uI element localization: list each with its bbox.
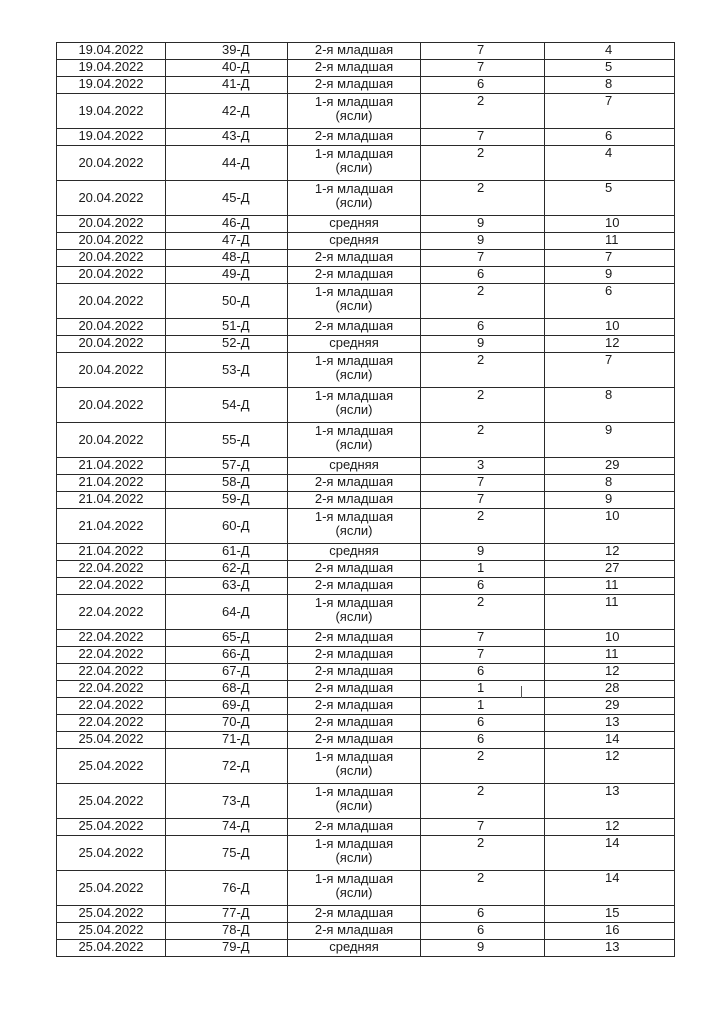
count-cell: 9 [421, 336, 545, 353]
table-row [57, 319, 675, 336]
document-number-cell: 55-Д [166, 423, 288, 458]
count-cell: 7 [421, 647, 545, 664]
document-number-cell: 43-Д [166, 129, 288, 146]
group-label: (ясли) [335, 160, 373, 175]
document-number-cell: 67-Д [166, 664, 288, 681]
date-cell: 25.04.2022 [57, 923, 166, 940]
table-row [57, 819, 675, 836]
group-label: 2-я младшая [314, 249, 394, 264]
pen-mark [521, 686, 522, 698]
count-cell: 6 [421, 319, 545, 336]
group-cell [288, 595, 421, 630]
count-cell: 1 [421, 681, 545, 698]
table-row [57, 940, 675, 957]
group-label: 1-я младшая [314, 871, 394, 886]
table-row [57, 250, 675, 267]
table-row [57, 509, 675, 544]
group-label: средняя [329, 939, 379, 954]
group-label: 1-я младшая [314, 509, 394, 524]
group-label: 2-я младшая [314, 697, 394, 712]
date-cell: 19.04.2022 [57, 94, 166, 129]
number-cell: 5 [545, 181, 675, 216]
document-number-cell: 69-Д [166, 698, 288, 715]
group-label: 1-я младшая [314, 423, 394, 438]
number-cell: 6 [545, 284, 675, 319]
document-number-cell: 62-Д [166, 561, 288, 578]
table-row [57, 423, 675, 458]
number-cell: 9 [545, 267, 675, 284]
date-cell: 19.04.2022 [57, 77, 166, 94]
number-cell: 14 [545, 871, 675, 906]
group-label: 2-я младшая [314, 818, 394, 833]
group-cell [288, 284, 421, 319]
number-cell: 10 [545, 509, 675, 544]
document-number-cell: 40-Д [166, 60, 288, 77]
group-cell [288, 423, 421, 458]
group-cell [288, 923, 421, 940]
group-cell [288, 630, 421, 647]
document-number-cell: 47-Д [166, 233, 288, 250]
group-label: 1-я младшая [314, 284, 394, 299]
table-row [57, 630, 675, 647]
table-row [57, 284, 675, 319]
table-row [57, 664, 675, 681]
date-cell: 22.04.2022 [57, 630, 166, 647]
date-cell: 25.04.2022 [57, 906, 166, 923]
group-cell [288, 129, 421, 146]
group-label: (ясли) [335, 402, 373, 417]
date-cell: 25.04.2022 [57, 871, 166, 906]
number-cell: 7 [545, 250, 675, 267]
count-cell: 9 [421, 233, 545, 250]
date-cell: 25.04.2022 [57, 836, 166, 871]
table-row [57, 43, 675, 60]
number-cell: 8 [545, 77, 675, 94]
number-cell: 11 [545, 233, 675, 250]
document-number-cell: 58-Д [166, 475, 288, 492]
count-cell: 2 [421, 836, 545, 871]
date-cell: 22.04.2022 [57, 715, 166, 732]
date-cell: 22.04.2022 [57, 595, 166, 630]
table-row [57, 836, 675, 871]
number-cell: 7 [545, 94, 675, 129]
count-cell: 6 [421, 923, 545, 940]
count-cell: 9 [421, 940, 545, 957]
group-label: 1-я младшая [314, 836, 394, 851]
number-cell: 14 [545, 732, 675, 749]
date-cell: 21.04.2022 [57, 509, 166, 544]
group-cell [288, 906, 421, 923]
document-number-cell: 75-Д [166, 836, 288, 871]
number-cell: 10 [545, 319, 675, 336]
group-cell [288, 715, 421, 732]
date-cell: 21.04.2022 [57, 458, 166, 475]
group-label: (ясли) [335, 763, 373, 778]
group-label: 1-я младшая [314, 749, 394, 764]
table-row [57, 871, 675, 906]
date-cell: 19.04.2022 [57, 129, 166, 146]
date-cell: 22.04.2022 [57, 647, 166, 664]
group-label: 2-я младшая [314, 680, 394, 695]
number-cell: 12 [545, 336, 675, 353]
document-number-cell: 76-Д [166, 871, 288, 906]
table-row [57, 578, 675, 595]
table-row [57, 698, 675, 715]
table-row [57, 784, 675, 819]
group-cell [288, 94, 421, 129]
date-cell: 20.04.2022 [57, 336, 166, 353]
date-cell: 21.04.2022 [57, 544, 166, 561]
document-number-cell: 79-Д [166, 940, 288, 957]
date-cell: 20.04.2022 [57, 423, 166, 458]
count-cell: 2 [421, 784, 545, 819]
date-cell: 25.04.2022 [57, 732, 166, 749]
group-cell [288, 216, 421, 233]
table-row [57, 732, 675, 749]
document-number-cell: 45-Д [166, 181, 288, 216]
document-number-cell: 71-Д [166, 732, 288, 749]
document-number-cell: 42-Д [166, 94, 288, 129]
date-cell: 19.04.2022 [57, 43, 166, 60]
number-cell: 29 [545, 698, 675, 715]
number-cell: 13 [545, 784, 675, 819]
date-cell: 25.04.2022 [57, 749, 166, 784]
number-cell: 28 [545, 681, 675, 698]
table-row [57, 715, 675, 732]
count-cell: 2 [421, 181, 545, 216]
table-row [57, 681, 675, 698]
group-label: 2-я младшая [314, 714, 394, 729]
group-label: (ясли) [335, 437, 373, 452]
group-label: (ясли) [335, 850, 373, 865]
table-row [57, 647, 675, 664]
number-cell: 11 [545, 595, 675, 630]
group-cell [288, 181, 421, 216]
date-cell: 20.04.2022 [57, 216, 166, 233]
date-cell: 25.04.2022 [57, 784, 166, 819]
group-cell [288, 267, 421, 284]
group-label: 2-я младшая [314, 266, 394, 281]
document-number-cell: 44-Д [166, 146, 288, 181]
group-label: средняя [329, 232, 379, 247]
number-cell: 10 [545, 630, 675, 647]
number-cell: 14 [545, 836, 675, 871]
table-row [57, 492, 675, 509]
count-cell: 7 [421, 60, 545, 77]
table-row [57, 544, 675, 561]
date-cell: 21.04.2022 [57, 492, 166, 509]
group-label: 2-я младшая [314, 646, 394, 661]
count-cell: 6 [421, 732, 545, 749]
group-label: 2-я младшая [314, 905, 394, 920]
table-row [57, 388, 675, 423]
date-cell: 19.04.2022 [57, 60, 166, 77]
group-label: 2-я младшая [314, 491, 394, 506]
document-number-cell: 61-Д [166, 544, 288, 561]
group-cell [288, 492, 421, 509]
document-number-cell: 70-Д [166, 715, 288, 732]
group-label: средняя [329, 335, 379, 350]
table-row [57, 146, 675, 181]
table-row [57, 458, 675, 475]
group-cell [288, 544, 421, 561]
group-cell [288, 578, 421, 595]
count-cell: 6 [421, 77, 545, 94]
number-cell: 11 [545, 578, 675, 595]
table-row [57, 216, 675, 233]
table-row [57, 353, 675, 388]
date-cell: 20.04.2022 [57, 233, 166, 250]
group-label: (ясли) [335, 798, 373, 813]
group-label: 2-я младшая [314, 731, 394, 746]
group-cell [288, 819, 421, 836]
number-cell: 9 [545, 492, 675, 509]
date-cell: 20.04.2022 [57, 388, 166, 423]
count-cell: 7 [421, 43, 545, 60]
count-cell: 2 [421, 388, 545, 423]
table-row [57, 233, 675, 250]
group-cell [288, 250, 421, 267]
document-number-cell: 54-Д [166, 388, 288, 423]
group-label: средняя [329, 457, 379, 472]
group-label: 2-я младшая [314, 59, 394, 74]
table-row [57, 267, 675, 284]
document-number-cell: 51-Д [166, 319, 288, 336]
number-cell: 8 [545, 475, 675, 492]
count-cell: 6 [421, 267, 545, 284]
date-cell: 20.04.2022 [57, 284, 166, 319]
group-cell [288, 336, 421, 353]
document-number-cell: 77-Д [166, 906, 288, 923]
group-label: 2-я младшая [314, 474, 394, 489]
document-number-cell: 46-Д [166, 216, 288, 233]
date-cell: 22.04.2022 [57, 664, 166, 681]
count-cell: 6 [421, 715, 545, 732]
document-number-cell: 50-Д [166, 284, 288, 319]
group-label: (ясли) [335, 523, 373, 538]
group-label: 1-я младшая [314, 181, 394, 196]
count-cell: 6 [421, 578, 545, 595]
number-cell: 12 [545, 749, 675, 784]
count-cell: 2 [421, 353, 545, 388]
count-cell: 7 [421, 250, 545, 267]
document-number-cell: 68-Д [166, 681, 288, 698]
group-cell [288, 233, 421, 250]
number-cell: 7 [545, 353, 675, 388]
number-cell: 29 [545, 458, 675, 475]
count-cell: 2 [421, 595, 545, 630]
number-cell: 13 [545, 715, 675, 732]
group-label: 2-я младшая [314, 629, 394, 644]
document-number-cell: 74-Д [166, 819, 288, 836]
count-cell: 9 [421, 216, 545, 233]
date-cell: 22.04.2022 [57, 698, 166, 715]
number-cell: 8 [545, 388, 675, 423]
group-label: (ясли) [335, 367, 373, 382]
group-label: средняя [329, 215, 379, 230]
document-number-cell: 48-Д [166, 250, 288, 267]
count-cell: 2 [421, 871, 545, 906]
date-cell: 20.04.2022 [57, 250, 166, 267]
count-cell: 1 [421, 698, 545, 715]
group-label: (ясли) [335, 298, 373, 313]
count-cell: 7 [421, 819, 545, 836]
count-cell: 2 [421, 284, 545, 319]
date-cell: 20.04.2022 [57, 181, 166, 216]
number-cell: 11 [545, 647, 675, 664]
number-cell: 9 [545, 423, 675, 458]
group-label: средняя [329, 543, 379, 558]
group-label: 1-я младшая [314, 595, 394, 610]
group-cell [288, 940, 421, 957]
group-cell [288, 77, 421, 94]
group-cell [288, 319, 421, 336]
count-cell: 9 [421, 544, 545, 561]
count-cell: 2 [421, 94, 545, 129]
group-cell [288, 509, 421, 544]
table-row [57, 923, 675, 940]
document-number-cell: 49-Д [166, 267, 288, 284]
group-label: (ясли) [335, 195, 373, 210]
table-row [57, 60, 675, 77]
group-cell [288, 732, 421, 749]
date-cell: 25.04.2022 [57, 940, 166, 957]
count-cell: 2 [421, 749, 545, 784]
document-number-cell: 72-Д [166, 749, 288, 784]
table-row [57, 181, 675, 216]
table-body [57, 43, 675, 957]
count-cell: 2 [421, 146, 545, 181]
count-cell: 3 [421, 458, 545, 475]
group-label: 1-я младшая [314, 784, 394, 799]
group-label: 2-я младшая [314, 577, 394, 592]
document-number-cell: 53-Д [166, 353, 288, 388]
number-cell: 6 [545, 129, 675, 146]
date-cell: 20.04.2022 [57, 353, 166, 388]
group-cell [288, 43, 421, 60]
number-cell: 12 [545, 664, 675, 681]
table-row [57, 906, 675, 923]
group-label: 2-я младшая [314, 922, 394, 937]
document-number-cell: 65-Д [166, 630, 288, 647]
table-row [57, 475, 675, 492]
document-number-cell: 78-Д [166, 923, 288, 940]
count-cell: 2 [421, 509, 545, 544]
count-cell: 7 [421, 492, 545, 509]
count-cell: 6 [421, 906, 545, 923]
document-number-cell: 63-Д [166, 578, 288, 595]
group-label: 2-я младшая [314, 128, 394, 143]
number-cell: 13 [545, 940, 675, 957]
group-cell [288, 561, 421, 578]
count-cell: 7 [421, 630, 545, 647]
table-row [57, 129, 675, 146]
table-row [57, 336, 675, 353]
document-number-cell: 59-Д [166, 492, 288, 509]
group-cell [288, 146, 421, 181]
date-cell: 25.04.2022 [57, 819, 166, 836]
group-label: (ясли) [335, 108, 373, 123]
group-cell [288, 749, 421, 784]
group-cell [288, 60, 421, 77]
group-cell [288, 784, 421, 819]
table-row [57, 595, 675, 630]
group-label: (ясли) [335, 885, 373, 900]
table-row [57, 94, 675, 129]
group-label: 1-я младшая [314, 388, 394, 403]
number-cell: 5 [545, 60, 675, 77]
group-cell [288, 388, 421, 423]
number-cell: 27 [545, 561, 675, 578]
group-label: 1-я младшая [314, 146, 394, 161]
document-number-cell: 73-Д [166, 784, 288, 819]
number-cell: 12 [545, 544, 675, 561]
date-cell: 21.04.2022 [57, 475, 166, 492]
group-label: 1-я младшая [314, 94, 394, 109]
group-cell [288, 647, 421, 664]
date-cell: 20.04.2022 [57, 146, 166, 181]
count-cell: 1 [421, 561, 545, 578]
group-cell [288, 353, 421, 388]
number-cell: 10 [545, 216, 675, 233]
enrollment-table [56, 42, 675, 957]
number-cell: 4 [545, 146, 675, 181]
document-number-cell: 52-Д [166, 336, 288, 353]
group-cell [288, 836, 421, 871]
date-cell: 22.04.2022 [57, 561, 166, 578]
group-cell [288, 475, 421, 492]
group-label: (ясли) [335, 609, 373, 624]
group-cell [288, 698, 421, 715]
document-number-cell: 41-Д [166, 77, 288, 94]
date-cell: 22.04.2022 [57, 578, 166, 595]
count-cell: 6 [421, 664, 545, 681]
count-cell: 7 [421, 129, 545, 146]
date-cell: 22.04.2022 [57, 681, 166, 698]
number-cell: 4 [545, 43, 675, 60]
date-cell: 20.04.2022 [57, 267, 166, 284]
table-row [57, 77, 675, 94]
number-cell: 12 [545, 819, 675, 836]
group-cell [288, 871, 421, 906]
count-cell: 2 [421, 423, 545, 458]
group-label: 2-я младшая [314, 318, 394, 333]
group-label: 2-я младшая [314, 560, 394, 575]
group-label: 2-я младшая [314, 76, 394, 91]
date-cell: 20.04.2022 [57, 319, 166, 336]
table-row [57, 749, 675, 784]
group-label: 2-я младшая [314, 663, 394, 678]
group-cell [288, 681, 421, 698]
number-cell: 16 [545, 923, 675, 940]
document-number-cell: 60-Д [166, 509, 288, 544]
number-cell: 15 [545, 906, 675, 923]
document-number-cell: 39-Д [166, 43, 288, 60]
group-cell [288, 458, 421, 475]
document-number-cell: 64-Д [166, 595, 288, 630]
group-label: 1-я младшая [314, 353, 394, 368]
group-cell [288, 664, 421, 681]
count-cell: 7 [421, 475, 545, 492]
group-label: 2-я младшая [314, 42, 394, 57]
document-number-cell: 66-Д [166, 647, 288, 664]
document-number-cell: 57-Д [166, 458, 288, 475]
table-row [57, 561, 675, 578]
